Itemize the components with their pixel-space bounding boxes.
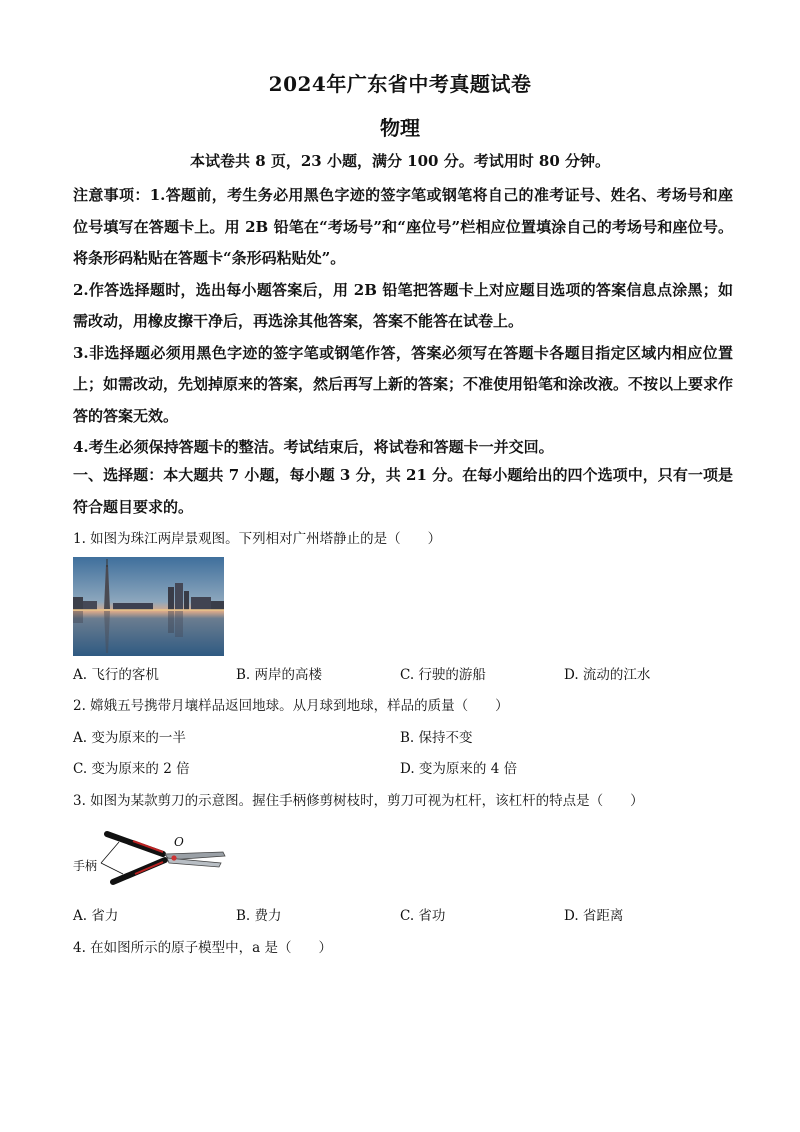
instruction-4: 4.考生必须保持答题卡的整洁。考试结束后，将试卷和答题卡一并交回。 bbox=[73, 438, 554, 456]
exam-info: 本试卷共 8 页，23 小题，满分 100 分。考试用时 80 分钟。 bbox=[189, 152, 611, 170]
handle-label: 手柄 bbox=[73, 859, 98, 873]
q3-option-c: C. 省功 bbox=[400, 908, 446, 924]
question-3-stem: 3. 如图为某款剪刀的示意图。握住手柄修剪树枝时，剪刀可视为杠杆，该杠杆的特点是（ ） bbox=[73, 793, 644, 809]
instruction-1: 注意事项：1.答题前，考生务必用黑色字迹的签字笔或钢笔将自己的准考证号、姓名、考场号和座位号填写在答题卡上。用 2B 铅笔在“考场号”和“座位号”栏相应位置填涂自己的考场号和座位号。将条形码粘贴在答题卡“条形码粘贴处”。 bbox=[73, 186, 733, 267]
scissors-diagram bbox=[73, 830, 233, 890]
q3-option-a: A. 省力 bbox=[73, 908, 119, 924]
exam-title: 2024年广东省中考真题试卷 bbox=[268, 72, 532, 96]
question-2-stem: 2. 嫦娥五号携带月壤样品返回地球。从月球到地球，样品的质量（ ） bbox=[73, 698, 509, 714]
q1-option-c: C. 行驶的游船 bbox=[400, 667, 486, 683]
q2-option-c: C. 变为原来的 2 倍 bbox=[73, 761, 190, 777]
pearl-river-photo bbox=[73, 557, 224, 656]
subject-title: 物理 bbox=[380, 116, 420, 140]
q1-option-b: B. 两岸的高楼 bbox=[236, 667, 323, 683]
pivot-label: O bbox=[174, 835, 184, 849]
q3-option-b: B. 费力 bbox=[236, 908, 282, 924]
q2-option-d: D. 变为原来的 4 倍 bbox=[400, 761, 518, 777]
instruction-3: 3.非选择题必须用黑色字迹的签字笔或钢笔作答，答案必须写在答题卡各题目指定区域内相应位置上；如需改动，先划掉原来的答案，然后再写上新的答案；不准使用铅笔和涂改液。不按以上要求作答的答案无效。 bbox=[73, 343, 734, 425]
section-heading: 一、选择题：本大题共 7 小题，每小题 3 分，共 21 分。在每小题给出的四个选项中，只有一项是符合题目要求的。 bbox=[73, 466, 733, 516]
instructions bbox=[73, 180, 733, 464]
question-1-stem: 1. 如图为珠江两岸景观图。下列相对广州塔静止的是（ ） bbox=[73, 531, 442, 547]
q1-option-a: A. 飞行的客机 bbox=[73, 667, 159, 683]
q1-option-d: D. 流动的江水 bbox=[564, 667, 651, 683]
q2-option-a: A. 变为原来的一半 bbox=[73, 730, 186, 746]
q3-option-d: D. 省距离 bbox=[564, 908, 624, 924]
question-4-stem: 4. 在如图所示的原子模型中，a 是（ ） bbox=[73, 940, 333, 956]
q2-option-b: B. 保持不变 bbox=[400, 730, 473, 746]
instruction-2: 2.作答选择题时，选出每小题答案后，用 2B 铅笔把答题卡上对应题目选项的答案信息点涂黑；如需改动，用橡皮擦干净后，再选涂其他答案，答案不能答在试卷上。 bbox=[73, 280, 733, 330]
